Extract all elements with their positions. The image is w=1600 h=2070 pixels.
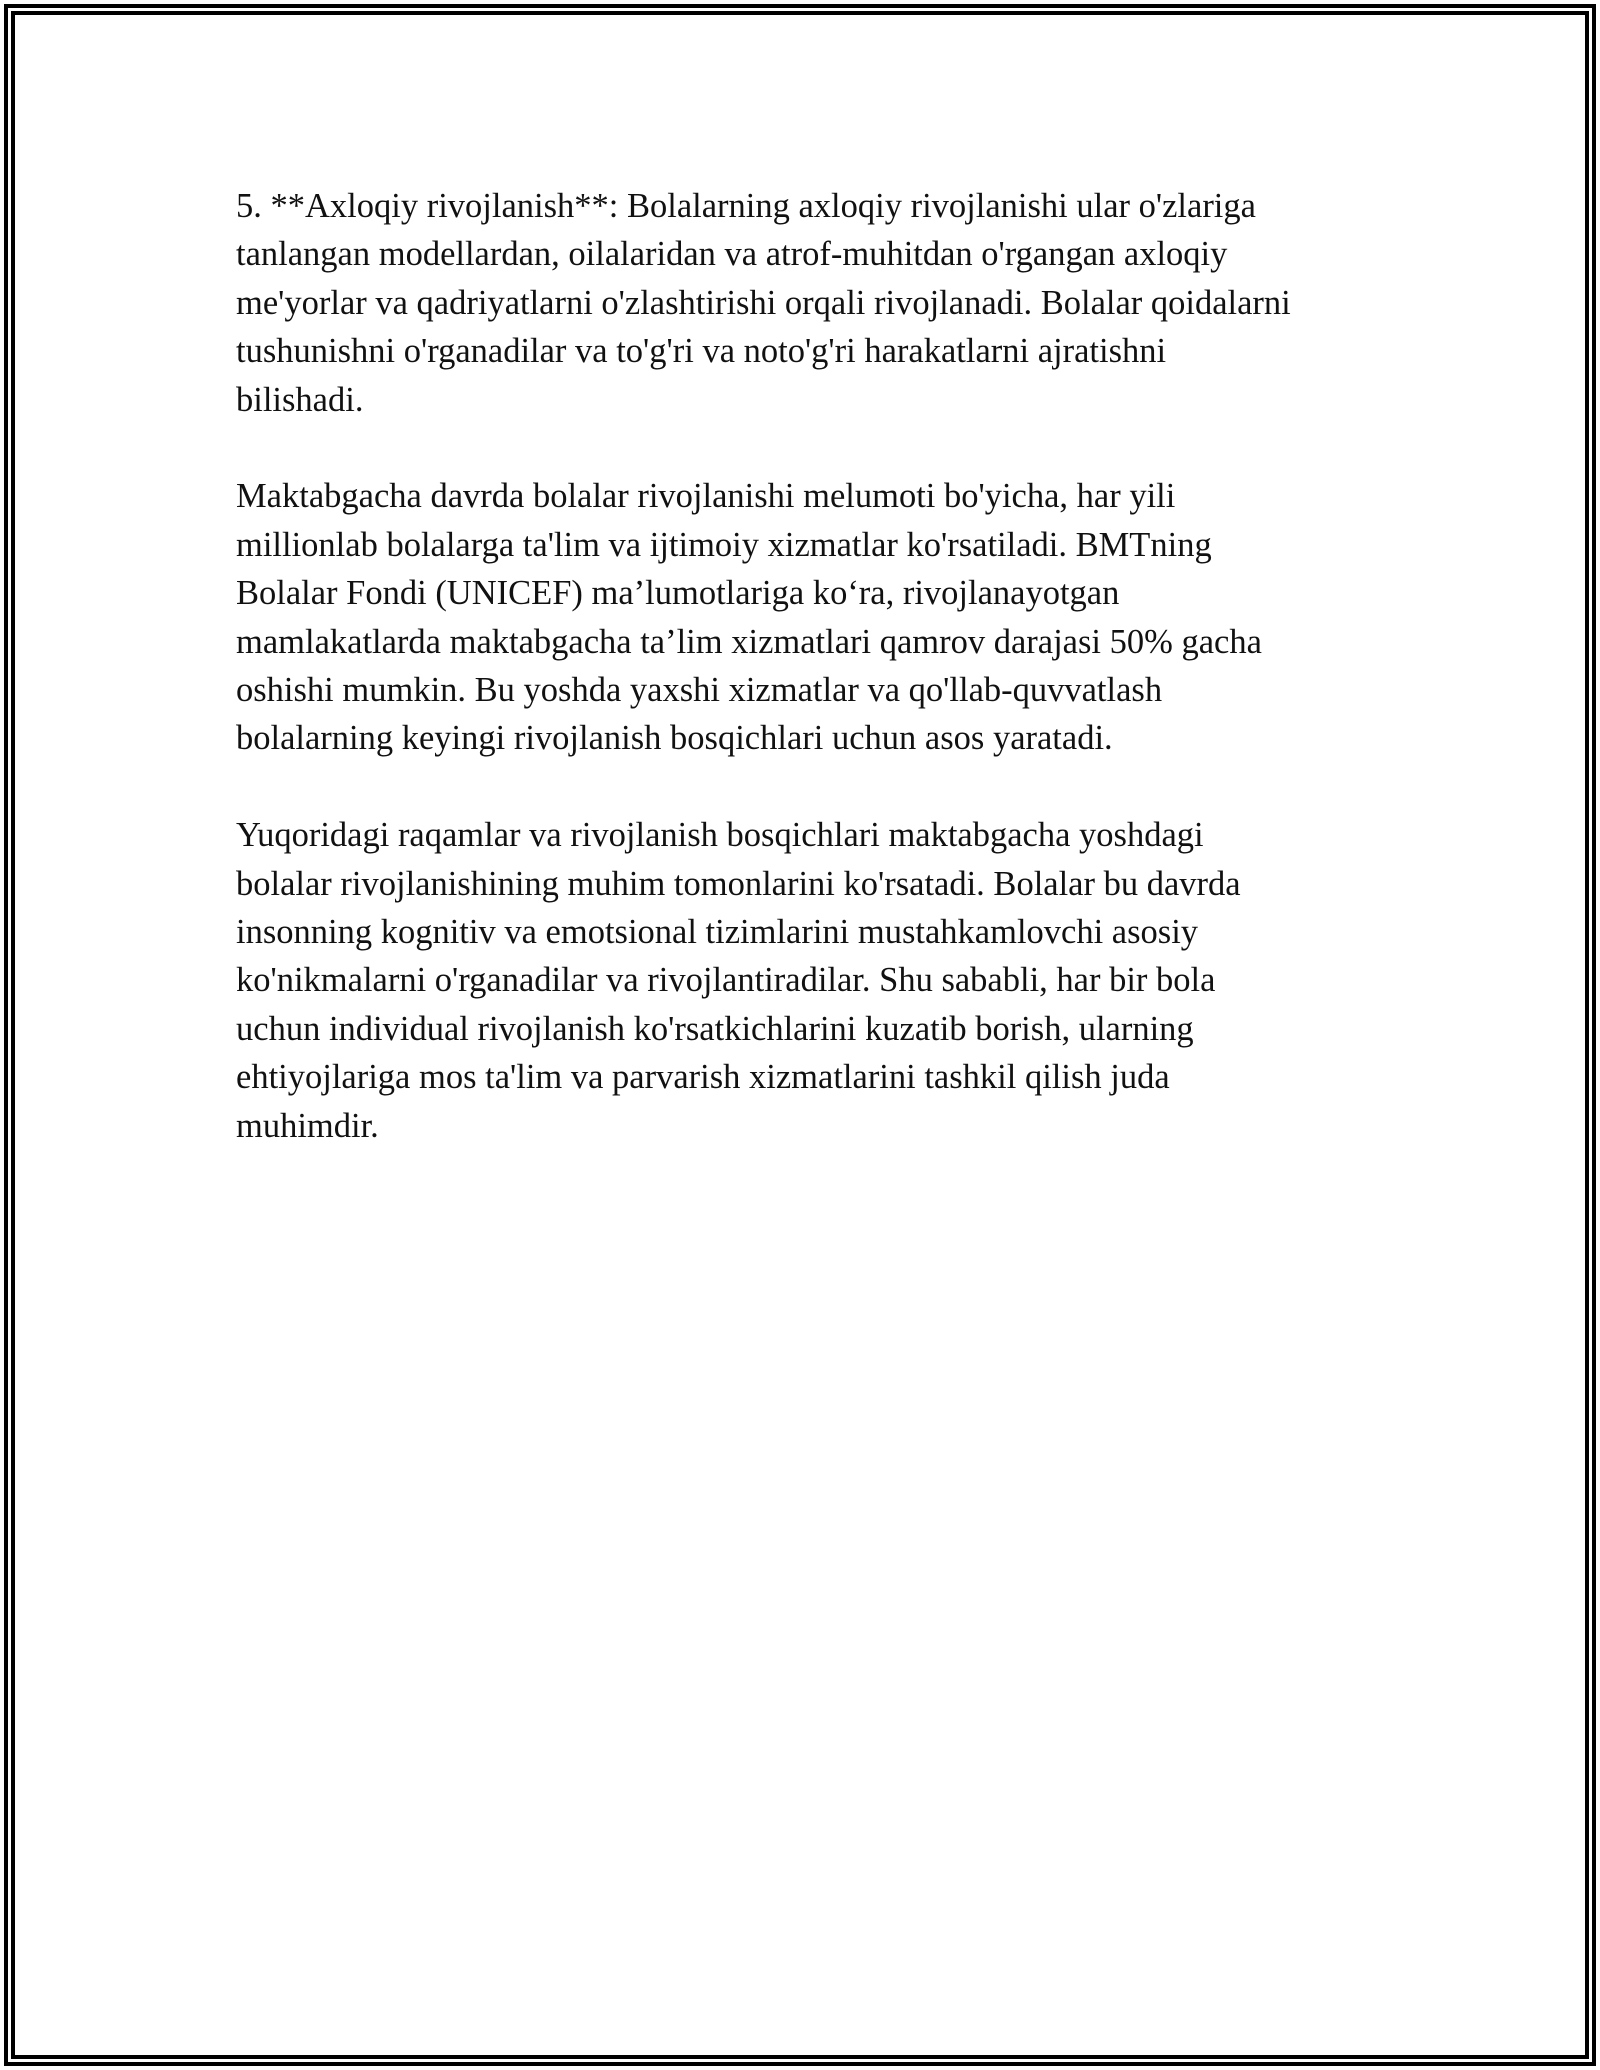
paragraph-conclusion <box>236 811 1376 1150</box>
text-line: tushunishni o'rganadilar va to'g'ri va noto'g'ri harakatlarni ajratishni <box>236 332 1167 371</box>
text-line: muhimdir. <box>236 1106 379 1145</box>
text-line: oshishi mumkin. Bu yoshda yaxshi xizmatlar va qo'llab-quvvatlash <box>236 671 1163 710</box>
text-line: ehtiyojlariga mos ta'lim va parvarish xizmatlarini tashkil qilish juda <box>236 1058 1170 1097</box>
text-line: ko'nikmalarni o'rganadilar va rivojlantiradilar. Shu sababli, har bir bola <box>236 961 1216 1000</box>
text-line: bolalar rivojlanishining muhim tomonlarini ko'rsatadi. Bolalar bu davrda <box>236 864 1241 903</box>
text-line: mamlakatlarda maktabgacha ta’lim xizmatlari qamrov darajasi 50% gacha <box>236 622 1262 661</box>
text-line: tanlangan modellardan, oilalaridan va atrof-muhitdan o'rgangan axloqiy <box>236 235 1228 274</box>
text-line: insonning kognitiv va emotsional tizimlarini mustahkamlovchi asosiy <box>236 913 1199 952</box>
text-line: millionlab bolalarga ta'lim va ijtimoiy xizmatlar ko'rsatiladi. BMTning <box>236 525 1212 564</box>
text-line: Yuqoridagi raqamlar va rivojlanish bosqichlari maktabgacha yoshdagi <box>236 816 1204 855</box>
text-line: bolalarning keyingi rivojlanish bosqichlari uchun asos yaratadi. <box>236 719 1113 758</box>
text-line: Bolalar Fondi (UNICEF) ma’lumotlariga ko‘ra, rivojlanayotgan <box>236 574 1120 613</box>
text-line: 5. **Axloqiy rivojlanish**: Bolalarning axloqiy rivojlanishi ular o'zlariga <box>236 187 1256 225</box>
text-line: me'yorlar va qadriyatlarni o'zlashtirishi orqali rivojlanadi. Bolalar qoidalarni <box>236 283 1291 322</box>
document-body <box>236 182 1376 1198</box>
text-line: uchun individual rivojlanish ko'rsatkichlarini kuzatib borish, ularning <box>236 1009 1194 1048</box>
paragraph-preschool-statistics <box>236 472 1376 762</box>
text-line: Maktabgacha davrda bolalar rivojlanishi melumoti bo'yicha, har yili <box>236 477 1176 516</box>
paragraph-moral-development <box>236 182 1376 424</box>
text-line: bilishadi. <box>236 380 364 419</box>
